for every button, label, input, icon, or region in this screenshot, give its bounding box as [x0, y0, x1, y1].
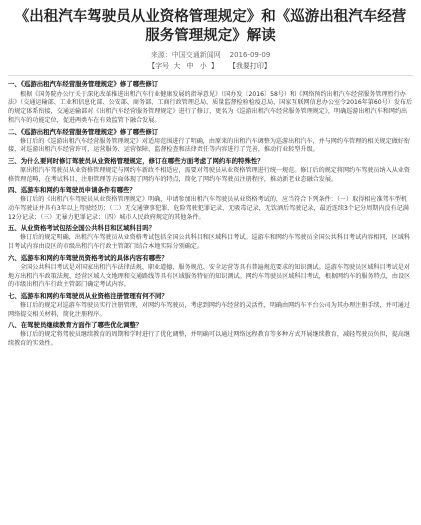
section-paragraph: 根据《国务院办公厅关于深化改革推进出租汽车行业健康发展的指导意见》（国办发〔2016〕58号）和《网络预约出租汽车经营服务管理暂行办法》（交通运输部、工业和信息化部、公安部、商务部、工商行政管理总局、质量监督检验检疫总局、国家互联网信息办公室令2016年第60号）发布后的规定体系衔接，交通运输部对《出租汽车经营服务管理规定》进行了修订，更名为《巡游出租汽车经营服务管理规定》，明确巡游出租汽车和网约出租汽车的功能定位，促进两类车在有效监管下融合发展。 — [8, 90, 413, 124]
font-size-label: 【字号 — [148, 62, 170, 70]
section-heading: 六、巡游车和网约车驾驶员资格考试的具体内容有哪些？ — [8, 253, 168, 262]
section-paragraph: 原出租汽车驾驶员从业资格管理规定与网约车新政不相适应，需要对驾驶员从业资格管理进行统一规范。修订后的规定将网约车驾驶员纳入从业资格管理范畴，在考试科目、注册管理等方面体现了网约车的特点，简化了网约车驾驶员注册程序，推动新老业态融合发展。 — [8, 166, 410, 183]
article-date: 2016-09-09 — [229, 51, 271, 59]
section-heading: 七、巡游车和网约车驾驶员从业资格注册管理有何不同？ — [8, 291, 168, 300]
article-tools — [8, 61, 413, 72]
article-source: 来源：中国交通新闻网 — [150, 51, 221, 59]
section-paragraph: 修订后的规定对巡游车驾驶员实行注册管理，对网约车驾驶员，考虑到网约车经营的灵活性，明确由网约车平台公司为其办理注册手续，并可通过网络提交相关材料，简化注册程序。 — [8, 301, 410, 318]
divider — [8, 75, 413, 76]
section-paragraph: 修订后的规定明确，出租汽车驾驶员从业资格考试包括全国公共科目和区域科目考试。巡游车和网约车驾驶员全国公共科目考试内容相同，区域科目考试内容由设区的市级出租汽车行政主管部门结合本地实际分别确定。 — [8, 234, 410, 251]
section-paragraph: 修订后的《巡游出租汽车经营服务管理规定》对适用范围进行了明确，由原来的出租汽车调整为巡游出租汽车，并与网约车管理的相关规定做好衔接，对巡游出租汽车经营许可、运营服务、运营保障、监督检查和法律责任等内容进行了完善，推动行业转型升级。 — [8, 137, 410, 154]
section-heading: 五、从业资格考试包括全国公共科目和区域科目吗？ — [8, 224, 155, 233]
article-title: 《出租汽车驾驶员从业资格管理规定》和《巡游出租汽车经营服务管理规定》解读 — [14, 9, 407, 44]
section-paragraph: 修订后的《出租汽车驾驶员从业资格管理规定》明确，申请参加出租汽车驾驶员从业资格考试的，应当符合下列条件：（一）取得相应准驾车型机动车驾驶证并具有3年以上驾驶经历；（二）无交通肇事犯罪、危险驾驶犯罪记录，无吸毒记录，无饮酒后驾驶记录，最近连续3个记分周期内没有记满12分记录；（三）无暴力犯罪记录；（四）城市人民政府规定的其他条件。 — [8, 196, 409, 221]
section-paragraph: 修订后的规定将驾驶员继续教育的周期和学时进行了优化调整，并明确可以通过网络远程教育等多种方式开展继续教育，减轻驾驶员负担，提高继续教育的实效性。 — [8, 331, 410, 348]
article-meta — [8, 50, 413, 61]
font-size-close: 】 — [211, 62, 219, 70]
article-body — [8, 80, 413, 349]
section-heading: 二、《巡游出租汽车经营服务管理规定》修了哪些修订 — [8, 127, 159, 136]
article-sections — [8, 91, 413, 349]
font-medium-link[interactable]: 中 — [186, 62, 194, 70]
intro-caption: 一、《巡游出租汽车经营服务管理规定》修了哪些修订 — [8, 80, 159, 88]
print-link[interactable]: 【我要打印】 — [228, 62, 271, 70]
section-heading: 三、为什么要同时修订驾驶员从业资格管理规定，修订在哪些方面考虑了网约车的特殊性？ — [8, 156, 264, 165]
section-paragraph: 全国公共科目考试是对国家出租汽车法律法规、职业道德、服务规范、安全运营等具有普遍规范要求的知识测试。巡游车驾驶员区域科目考试是对地方出租汽车政策法规、经营区域人文地理和交通路线等具有区域服务特征的知识测试。网约车驾驶员区域科目考试，根据网约车的服务特点，由设区的市级出租汽车行政主管部门确定考试内容。 — [8, 263, 411, 289]
section-heading: 四、巡游车和网约车驾驶员申请条件有哪些？ — [8, 186, 136, 195]
section-heading: 八、在驾驶员继续教育方面作了哪些优化调整？ — [8, 321, 143, 330]
font-small-link[interactable]: 小 — [199, 62, 207, 70]
font-large-link[interactable]: 大 — [173, 62, 181, 70]
